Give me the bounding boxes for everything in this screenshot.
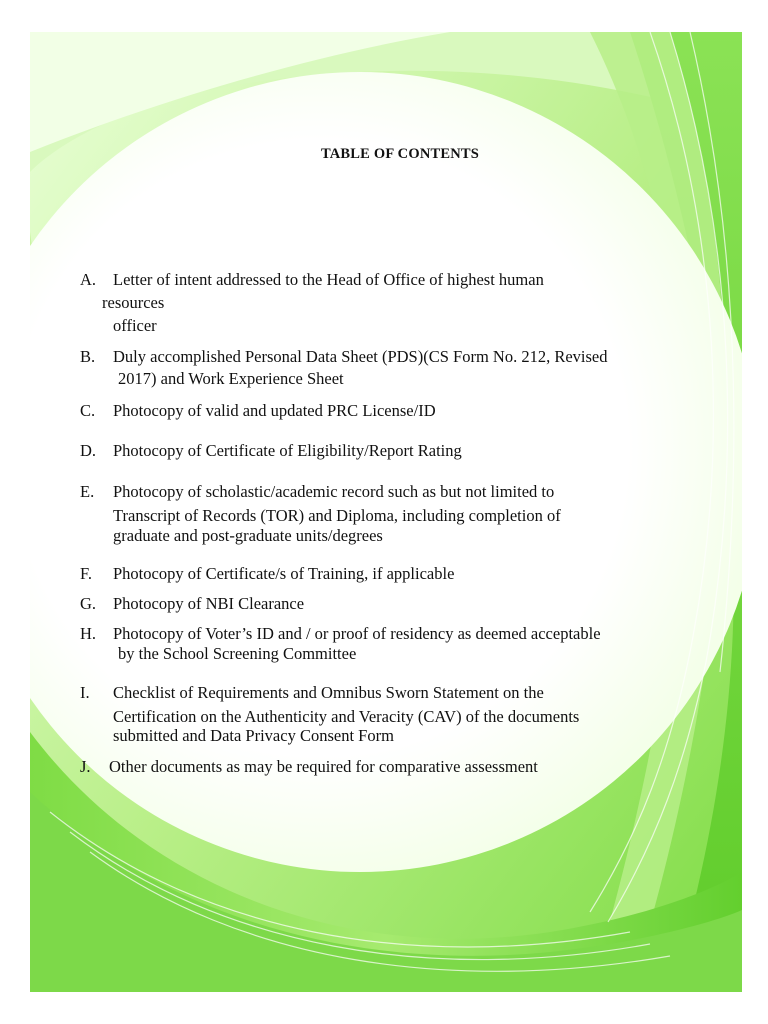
item-text-line: 2017) and Work Experience Sheet (118, 369, 344, 388)
item-text-line: Photocopy of valid and updated PRC License/ID (113, 401, 436, 420)
item-text-line: Photocopy of Certificate/s of Training, if applicable (113, 564, 455, 583)
item-letter: B. (80, 347, 96, 366)
item-letter: F. (80, 564, 92, 583)
item-text-line: Checklist of Requirements and Omnibus Sworn Statement on the (113, 683, 544, 702)
table-of-contents (30, 32, 742, 992)
item-letter: I. (80, 683, 90, 702)
item-text-line: Photocopy of Voter’s ID and / or proof of residency as deemed acceptable (113, 624, 601, 643)
item-text-line: Certification on the Authenticity and Veracity (CAV) of the documents (113, 707, 580, 726)
item-letter: A. (80, 270, 97, 289)
item-letter: G. (80, 594, 97, 613)
item-text-line: Other documents as may be required for comparative assessment (109, 757, 538, 776)
item-letter: H. (80, 624, 97, 643)
item-text-line: Photocopy of Certificate of Eligibility/Report Rating (113, 441, 462, 460)
item-text-line: officer (113, 316, 157, 335)
item-text-line: Photocopy of scholastic/academic record such as but not limited to (113, 482, 555, 501)
item-text-line: graduate and post-graduate units/degrees (113, 526, 383, 545)
item-letter: J. (80, 757, 91, 776)
item-text-line: Duly accomplished Personal Data Sheet (PDS)(CS Form No. 212, Revised (113, 347, 608, 366)
item-text-line: Transcript of Records (TOR) and Diploma, including completion of (113, 506, 561, 525)
item-letter: D. (80, 441, 97, 460)
item-letter: E. (80, 482, 95, 501)
item-text-line: Letter of intent addressed to the Head of Office of highest human (113, 270, 544, 289)
item-text-line: Photocopy of NBI Clearance (113, 594, 305, 613)
item-letter: C. (80, 401, 96, 420)
document-page (30, 32, 742, 992)
page-title: TABLE OF CONTENTS (320, 146, 480, 162)
item-text-line: submitted and Data Privacy Consent Form (113, 726, 394, 745)
item-text-line: by the School Screening Committee (118, 644, 357, 663)
item-text-line: resources (102, 293, 165, 312)
